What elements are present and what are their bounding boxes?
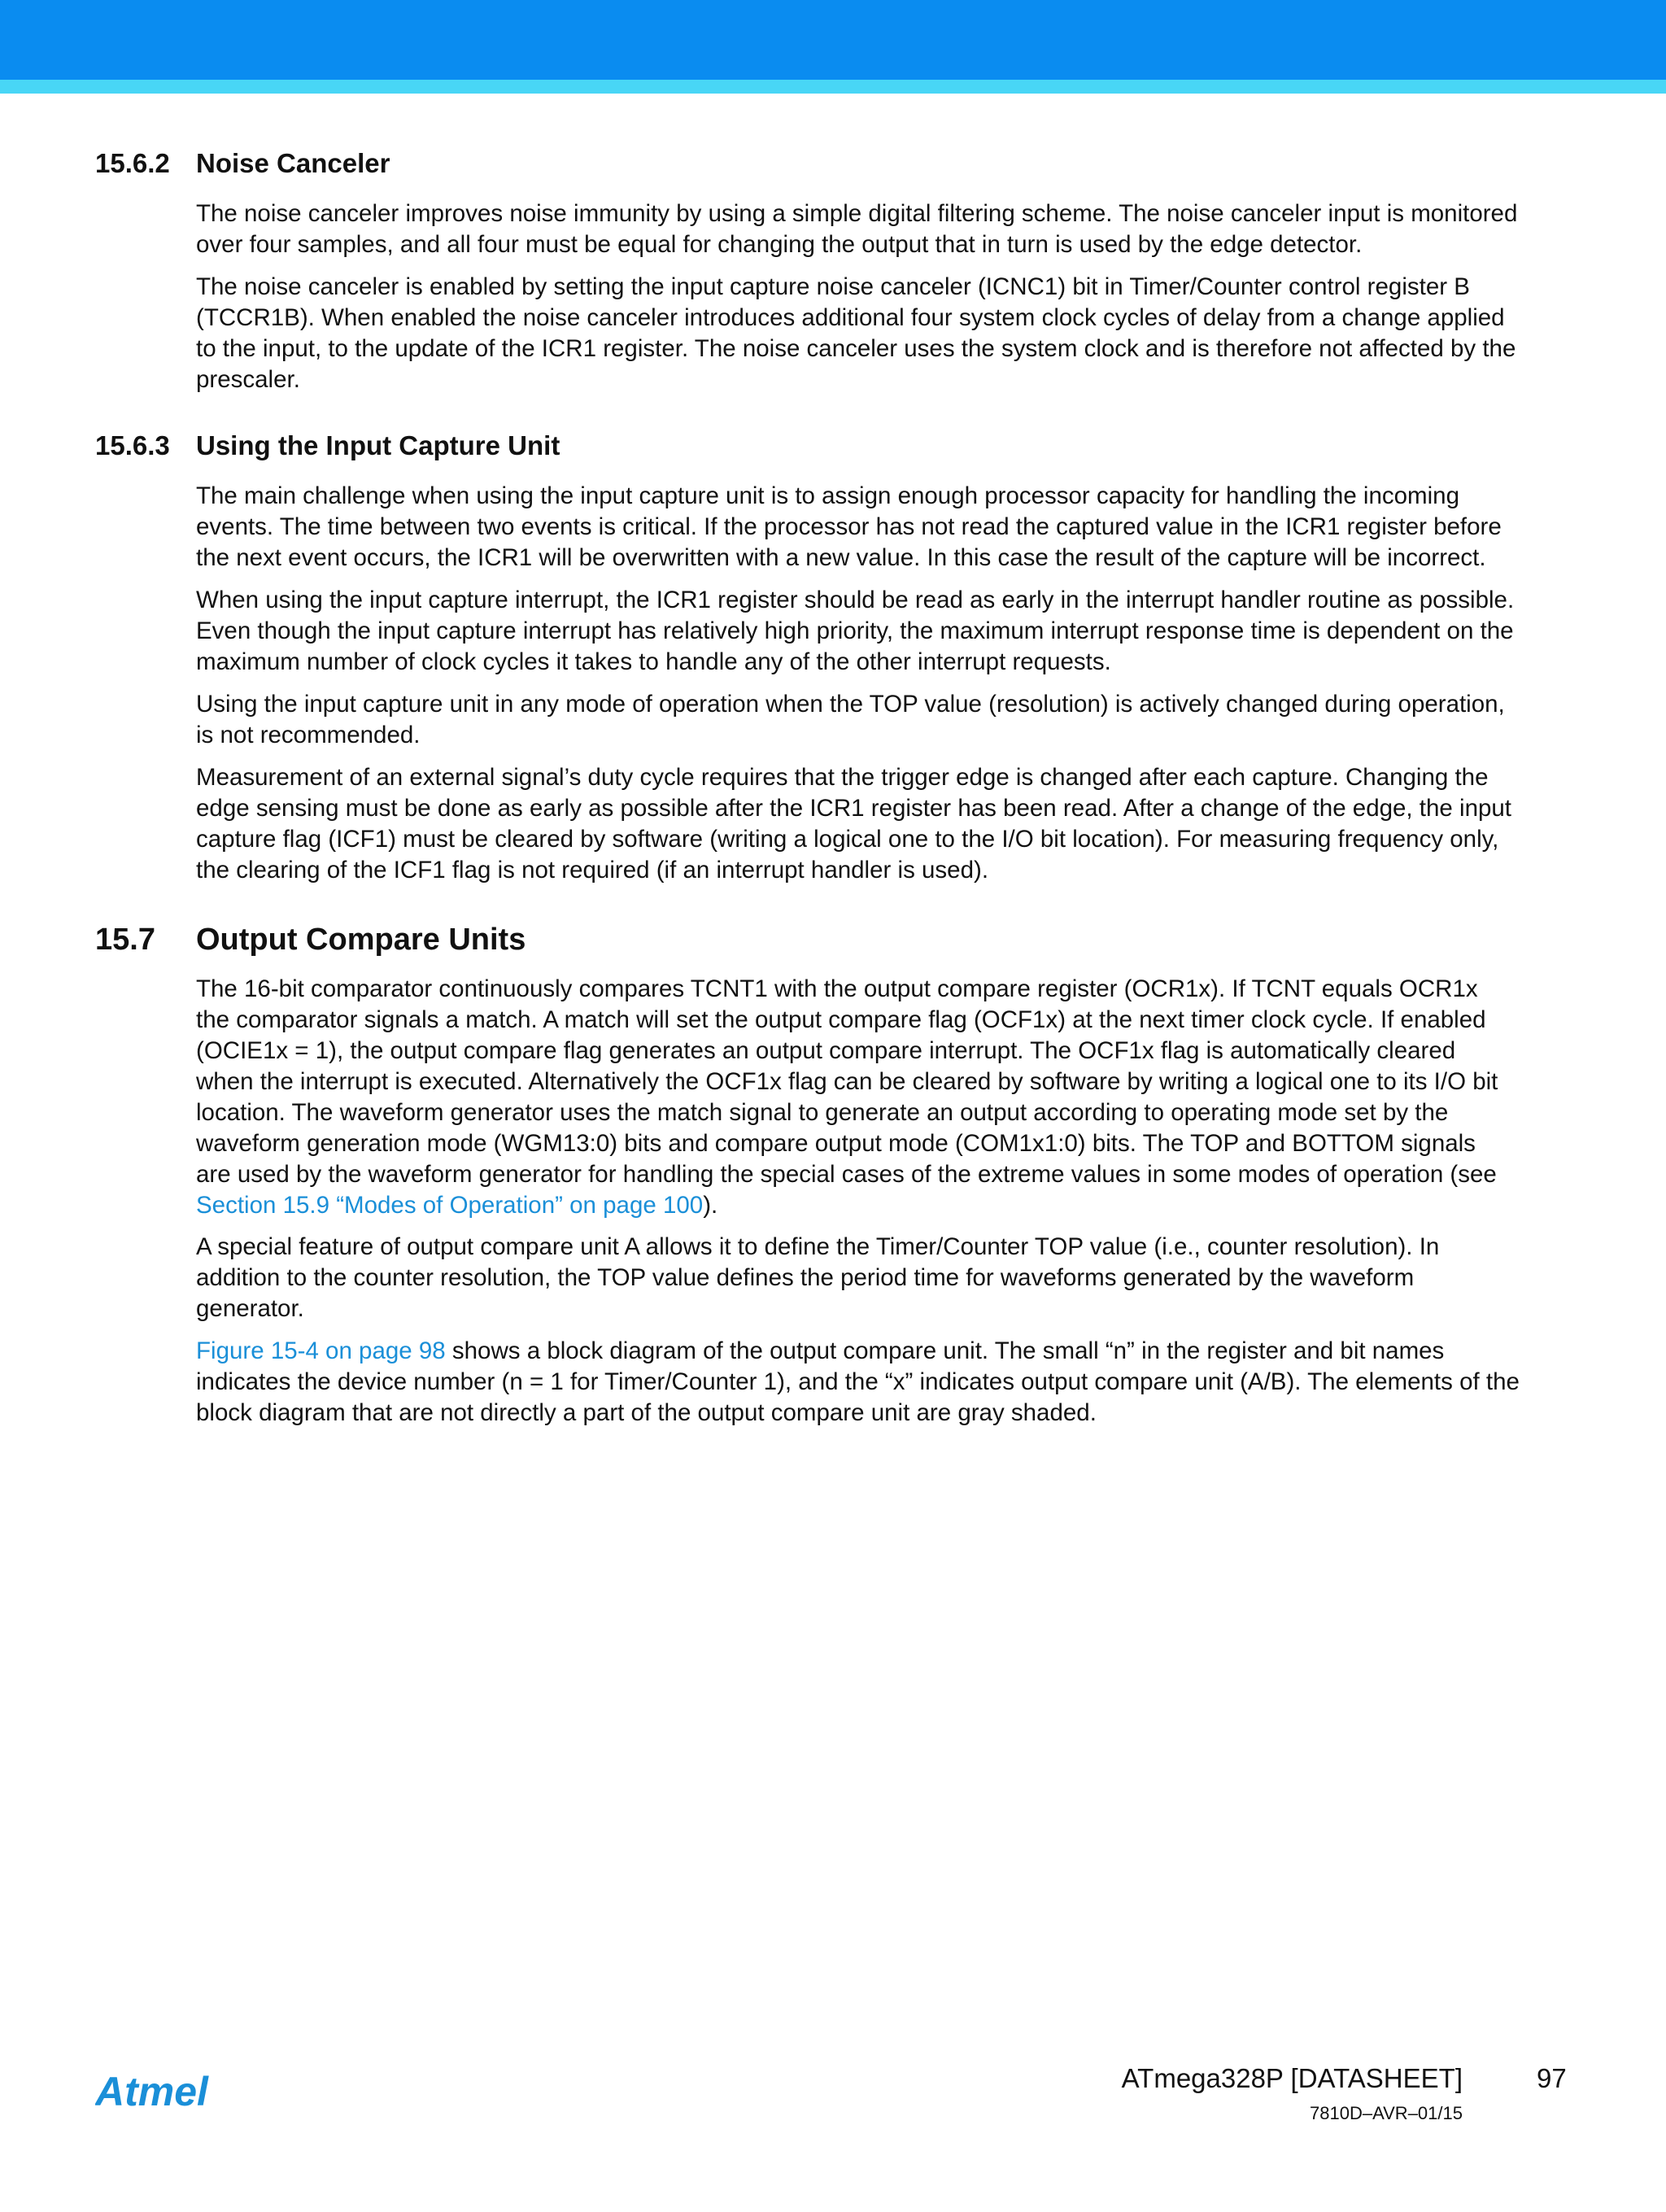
paragraph-noise-canceler-intro (196, 199, 1567, 260)
text-line: the next event occurs, the ICR1 will be overwritten with a new value. In this case the result of the capture will be incorrect. (196, 544, 1486, 571)
text-line: when the interrupt is executed. Alternatively the OCF1x flag can be cleared by software by writing a logical one to its I/O bit (196, 1068, 1498, 1095)
logo-text: Atmel (95, 2069, 208, 2114)
document-title: ATmega328P [DATASHEET] (1121, 2063, 1463, 2093)
text-line: the comparator signals a match. A match will set the output compare flag (OCF1x) at the next timer clock cycle. If enabled (196, 1006, 1486, 1033)
text-line: edge sensing must be done as early as possible after the ICR1 register has been read. After a change of the edge, the input (196, 795, 1511, 822)
text-line: to the input, to the update of the ICR1 register. The noise canceler uses the system clock and is therefore not affected by the (196, 335, 1516, 362)
text-line: location. The waveform generator uses the match signal to generate an output according to operating mode set by the (196, 1099, 1449, 1126)
text-fragment: shows a block diagram of the output compare unit. The small “n” in the register and bit names (445, 1337, 1445, 1364)
atmel-logo (95, 2066, 242, 2115)
text-line: are used by the waveform generator for handling the special cases of the extreme values in some modes of operation (see (196, 1161, 1497, 1188)
section-number: 15.6.3 (95, 430, 170, 460)
text-line (196, 1336, 1567, 1367)
text-line: (OCIE1x = 1), the output compare flag generates an output compare interrupt. The OCF1x flag is automatically cleared (196, 1037, 1456, 1064)
text-line: When using the input capture interrupt, the ICR1 register should be read as early in the interrupt handler routine as possible. (196, 587, 1515, 613)
section-heading-15-6-3 (95, 430, 560, 461)
header-stripe (0, 80, 1666, 94)
text-line: capture flag (ICF1) must be cleared by software (writing a logical one to the I/O bit location). For measuring frequency only, (196, 826, 1499, 853)
text-line: Measurement of an external signal’s duty cycle requires that the trigger edge is changed after each capture. Changing the (196, 764, 1489, 791)
paragraph-top-value (196, 689, 1567, 751)
text-line: maximum number of clock cycles it takes to handle any of the other interrupt requests. (196, 648, 1111, 675)
text-line: Using the input capture unit in any mode of operation when the TOP value (resolution) is actively changed during operation, (196, 691, 1505, 718)
paragraph-comparator (196, 974, 1567, 1221)
paragraph-noise-canceler-enable (196, 272, 1567, 395)
paragraph-capture-challenge (196, 481, 1567, 574)
section-heading-15-7 (95, 923, 526, 958)
text-line: generator. (196, 1295, 304, 1322)
text-line: addition to the counter resolution, the TOP value defines the period time for waveforms generated by the waveform (196, 1264, 1415, 1291)
page-number: 97 (1537, 2063, 1567, 2093)
paragraph-duty-cycle (196, 762, 1567, 886)
figure-15-4-link[interactable]: Figure 15-4 on page 98 (196, 1337, 446, 1364)
text-line: block diagram that are not directly a part of the output compare unit are gray shaded. (196, 1399, 1097, 1426)
text-line: waveform generation mode (WGM13:0) bits and compare output mode (COM1x1:0) bits. The TOP and BOTTOM signals (196, 1130, 1476, 1157)
modes-of-operation-link[interactable]: Section 15.9 “Modes of Operation” on page 100 (196, 1192, 704, 1219)
section-heading-15-6-2 (95, 148, 390, 179)
header-band (0, 0, 1666, 80)
text-line: events. The time between two events is critical. If the processor has not read the captured value in the ICR1 register before (196, 513, 1502, 540)
text-line: is not recommended. (196, 722, 421, 748)
text-line: the clearing of the ICF1 flag is not required (if an interrupt handler is used). (196, 857, 989, 883)
text-line: (TCCR1B). When enabled the noise canceler introduces additional four system clock cycles of delay from a change applied (196, 304, 1505, 331)
text-line: over four samples, and all four must be equal for changing the output that in turn is used by the edge detector. (196, 231, 1363, 258)
paragraph-block-diagram (196, 1336, 1567, 1429)
document-code: 7810D–AVR–01/15 (1310, 2103, 1463, 2123)
paragraph-capture-interrupt (196, 585, 1567, 678)
section-number: 15.6.2 (95, 148, 170, 178)
text-line: The 16-bit comparator continuously compares TCNT1 with the output compare register (OCR1x). If TCNT equals OCR1x (196, 975, 1478, 1002)
text-line: The noise canceler is enabled by setting the input capture noise canceler (ICNC1) bit in Timer/Counter control register B (196, 273, 1470, 300)
text-fragment: ). (703, 1192, 718, 1219)
text-line: The main challenge when using the input capture unit is to assign enough processor capacity for handling the incoming (196, 482, 1459, 509)
text-line: The noise canceler improves noise immunity by using a simple digital filtering scheme. The noise canceler input is monitored (196, 200, 1518, 227)
text-line: Even though the input capture interrupt has relatively high priority, the maximum interrupt response time is dependent on the (196, 617, 1514, 644)
text-line (196, 1190, 1567, 1221)
text-line: A special feature of output compare unit A allows it to define the Timer/Counter TOP value (i.e., counter resolution). In (196, 1233, 1440, 1260)
section-title: Using the Input Capture Unit (196, 430, 560, 460)
section-title: Noise Canceler (196, 148, 390, 178)
section-title: Output Compare Units (196, 923, 526, 957)
text-line: indicates the device number (n = 1 for Timer/Counter 1), and the “x” indicates output compare unit (A/B). The elements of the (196, 1368, 1520, 1395)
section-number: 15.7 (95, 923, 155, 957)
paragraph-special-feature (196, 1232, 1567, 1324)
text-line: prescaler. (196, 366, 300, 393)
